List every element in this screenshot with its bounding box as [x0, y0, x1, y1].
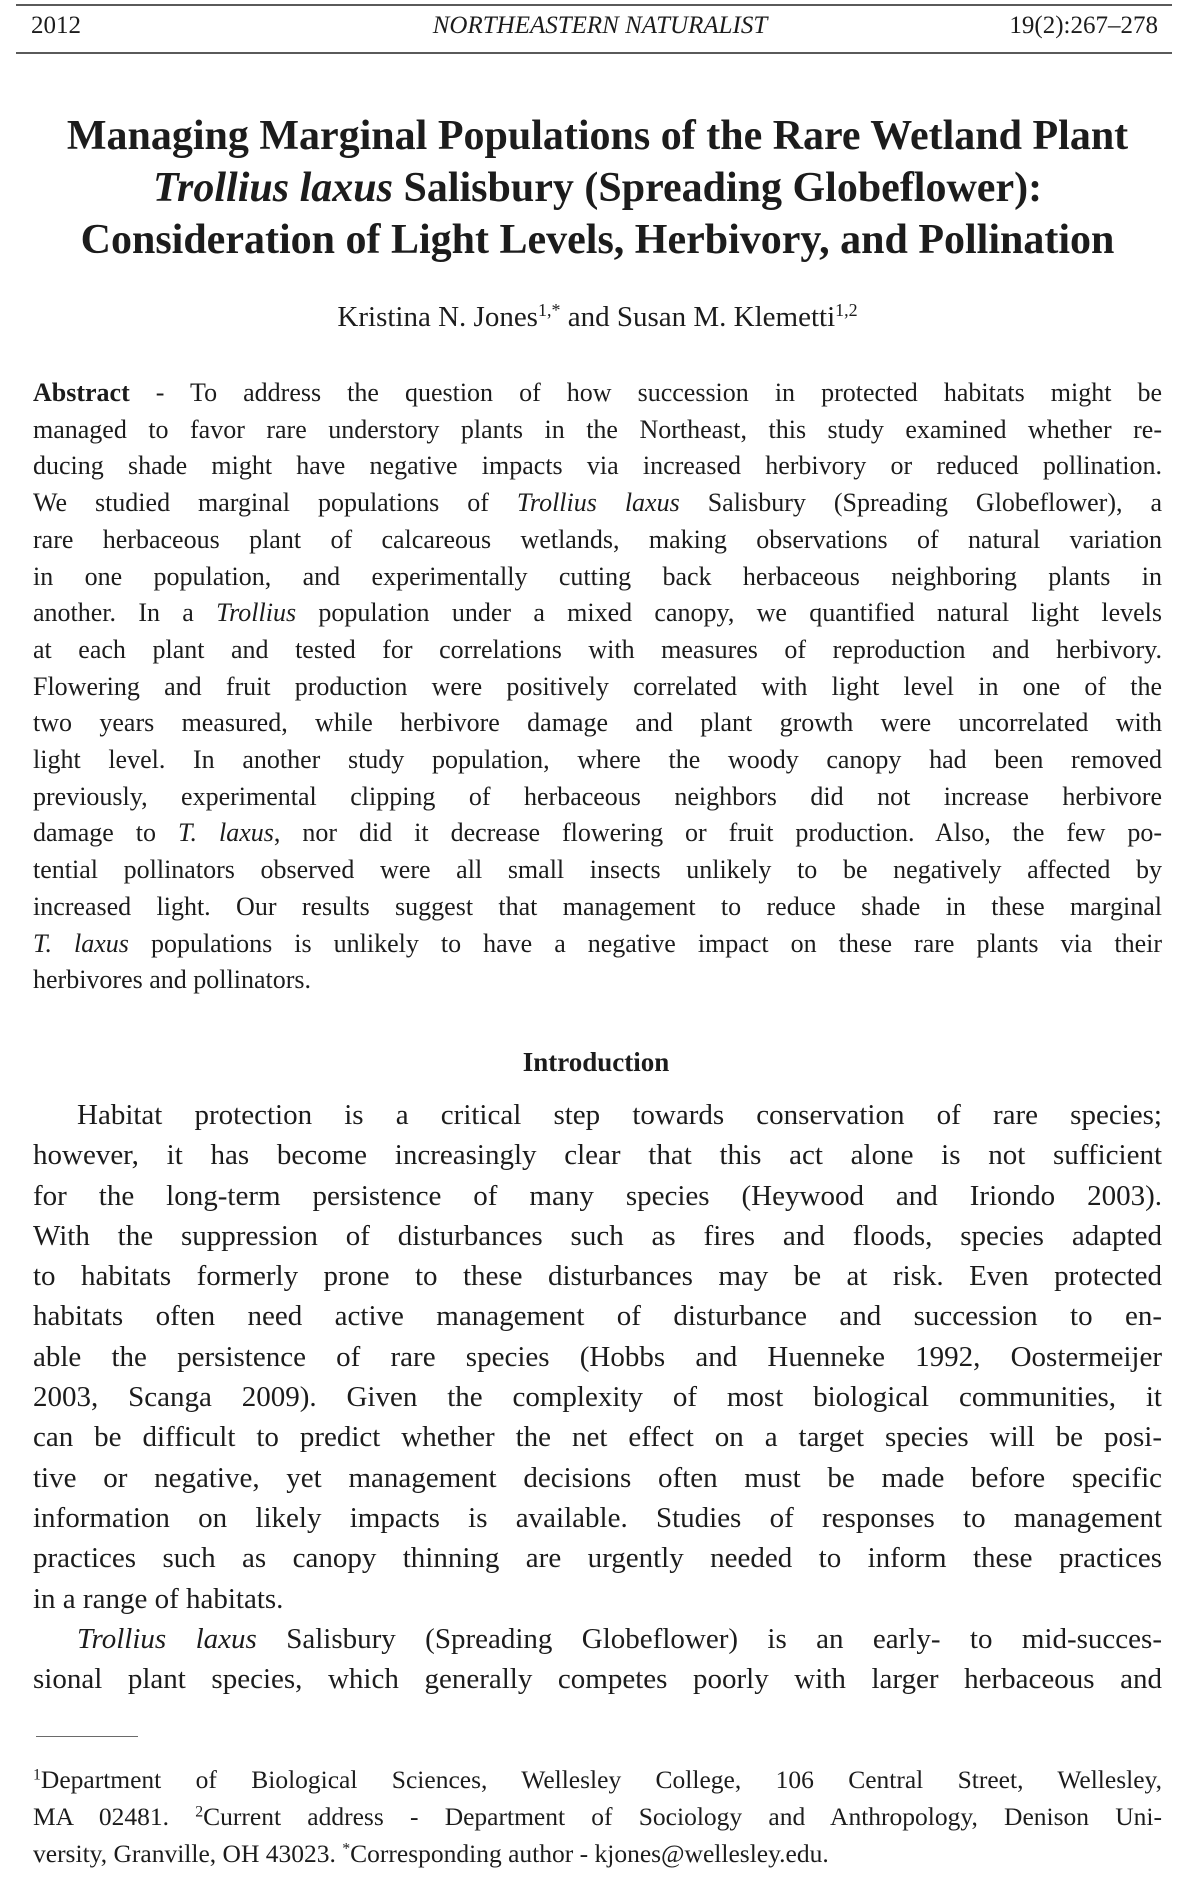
text-run: Department of Biological Sciences, Wellesley College, 106 Central Street, Wellesley, — [40, 1765, 1162, 1794]
footnote-line — [33, 1761, 1162, 1798]
body-line — [33, 1256, 1162, 1296]
text-run: light level. In another study population, where the woody canopy had been removed — [33, 745, 1162, 775]
text-run: information on likely impacts is available. Studies of responses to management — [33, 1501, 1162, 1534]
body-line — [33, 1417, 1162, 1457]
text-run: to habitats formerly prone to these disturbances may be at risk. Even protected — [33, 1260, 1162, 1293]
text-run: - To address the question of how succession in protected habitats might be — [129, 378, 1162, 407]
text-run: ducing shade might have negative impacts via increased herbivory or reduced pollination. — [33, 451, 1162, 481]
italic-text: Trollius laxus — [516, 488, 680, 518]
footnote-marker: 2 — [195, 1803, 204, 1821]
text-run: Flowering and fruit production were positively correlated with light level in one of the — [33, 671, 1162, 701]
text-run: managed to favor rare understory plants in the Northeast, this study examined whether re- — [33, 414, 1162, 444]
introduction-body — [33, 1095, 1162, 1699]
body-line — [33, 1216, 1162, 1256]
abstract-line — [33, 705, 1162, 742]
text-run: With the suppression of disturbances such as fires and floods, species adapted — [33, 1219, 1162, 1252]
abstract-line — [33, 815, 1162, 852]
text-run: in a range of habitats. — [33, 1582, 284, 1615]
author-name: Kristina N. Jones — [337, 301, 538, 333]
abstract-line — [33, 412, 1162, 449]
author-affiliation-marker: 1,* — [537, 300, 561, 321]
body-line — [33, 1498, 1162, 1538]
text-run: tential pollinators observed were all small insects unlikely to be negatively affected by — [33, 855, 1162, 885]
abstract — [33, 375, 1162, 999]
italic-text: Trollius laxus — [77, 1622, 257, 1655]
footnote-marker: * — [342, 1840, 351, 1858]
section-heading-introduction: Introduction — [522, 1047, 670, 1077]
text-run: for the long-term persistence of many species (Heywood and Iriondo 2003). — [33, 1179, 1162, 1212]
abstract-line — [33, 375, 1162, 412]
author-conjunction: and — [560, 301, 617, 333]
text-run: can be difficult to predict whether the net effect on a target species will be posi- — [33, 1421, 1162, 1454]
text-run: increased light. Our results suggest that management to reduce shade in these marginal — [33, 891, 1162, 921]
text-run: two years measured, while herbivore damage and plant growth were uncorrelated with — [33, 708, 1162, 738]
abstract-line — [33, 962, 1162, 999]
text-run: Current address - Department of Sociology and Anthropology, Denison Uni- — [203, 1802, 1163, 1831]
text-run: tive or negative, yet management decisions often must be made before specific — [33, 1461, 1162, 1494]
text-run: damage to — [33, 818, 178, 848]
author-affiliation-marker: 1,2 — [835, 300, 858, 321]
text-run: Salisbury (Spreading Globeflower) is an early- to mid-succes- — [256, 1622, 1162, 1655]
text-run: Salisbury (Spreading Globeflower), a — [679, 488, 1162, 518]
text-run: habitats often need active management of disturbance and succession to en- — [33, 1300, 1162, 1333]
italic-text: Trollius laxus — [152, 165, 393, 211]
text-run: populations is unlikely to have a negative impact on these rare plants via their — [128, 928, 1162, 958]
abstract-line — [33, 889, 1162, 926]
text-run: MA 02481. — [33, 1802, 196, 1831]
title-line — [33, 110, 1162, 162]
text-run: 2003, Scanga 2009). Given the complexity of most biological communities, it — [33, 1381, 1162, 1414]
body-line — [33, 1337, 1162, 1377]
body-line — [33, 1619, 1162, 1659]
text-run: however, it has become increasingly clear that this act alone is not sufficient — [33, 1139, 1162, 1172]
abstract-line — [33, 522, 1162, 559]
text-run: Managing Marginal Populations of the Rare Wetland Plant — [66, 113, 1129, 159]
title-line — [33, 214, 1162, 266]
italic-text: T. laxus — [33, 928, 129, 958]
text-run: Salisbury (Spreading Globeflower): — [392, 165, 1043, 211]
footnotes — [33, 1761, 1162, 1872]
text-run: previously, experimental clipping of herbaceous neighbors did not increase herbivore — [33, 781, 1162, 811]
italic-text: Trollius — [216, 598, 297, 628]
footnote-separator — [36, 1736, 138, 1737]
text-run: herbivores and pollinators. — [33, 965, 311, 995]
title-line — [33, 162, 1162, 214]
bold-label: Abstract — [33, 378, 130, 407]
author-name: Susan M. Klemetti — [616, 301, 836, 333]
abstract-line — [33, 669, 1162, 706]
running-head-bottom-rule — [16, 52, 1172, 54]
abstract-line — [33, 742, 1162, 779]
body-line — [33, 1176, 1162, 1216]
abstract-line — [33, 632, 1162, 669]
abstract-line — [33, 485, 1162, 522]
body-line — [33, 1659, 1162, 1699]
abstract-line — [33, 779, 1162, 816]
body-line — [33, 1579, 1162, 1619]
abstract-line — [33, 448, 1162, 485]
text-run: Consideration of Light Levels, Herbivory, and Pollination — [80, 217, 1115, 263]
text-run: Corresponding author - kjones@wellesley.edu. — [350, 1839, 829, 1868]
abstract-line — [33, 559, 1162, 596]
body-line — [33, 1095, 1162, 1135]
text-run: We studied marginal populations of — [33, 488, 517, 518]
body-line — [33, 1296, 1162, 1336]
running-head-year: 2012 — [31, 12, 81, 39]
italic-text: T. laxus — [178, 818, 274, 848]
running-head-volume-pages: 19(2):267–278 — [1009, 12, 1158, 39]
body-line — [33, 1377, 1162, 1417]
footnote-line — [33, 1798, 1162, 1835]
abstract-line — [33, 595, 1162, 632]
body-line — [33, 1458, 1162, 1498]
text-run: another. In a — [33, 598, 217, 628]
footnote-line — [33, 1835, 1162, 1872]
text-run: rare herbaceous plant of calcareous wetlands, making observations of natural variation — [33, 524, 1162, 554]
footnote-marker: 1 — [33, 1766, 41, 1784]
text-run: population under a mixed canopy, we quantified natural light levels — [296, 598, 1162, 628]
running-head-journal: NORTHEASTERN NATURALIST — [432, 12, 768, 39]
text-run: practices such as canopy thinning are urgently needed to inform these practices — [33, 1542, 1162, 1575]
text-run: versity, Granville, OH 43023. — [33, 1839, 343, 1868]
running-head-top-rule — [16, 4, 1172, 6]
abstract-line — [33, 926, 1162, 963]
text-run: at each plant and tested for correlations with measures of reproduction and herbivory. — [33, 634, 1162, 664]
text-run: sional plant species, which generally competes poorly with larger herbaceous and — [33, 1663, 1162, 1696]
abstract-line — [33, 852, 1162, 889]
text-run: in one population, and experimentally cutting back herbaceous neighboring plants in — [33, 561, 1162, 591]
article-title — [33, 110, 1162, 266]
body-line — [33, 1538, 1162, 1578]
author-line — [33, 299, 1162, 335]
text-run: Habitat protection is a critical step towards conservation of rare species; — [77, 1099, 1162, 1131]
body-line — [33, 1135, 1162, 1175]
text-run: able the persistence of rare species (Hobbs and Huenneke 1992, Oostermeijer — [33, 1340, 1162, 1373]
text-run: , nor did it decrease flowering or fruit production. Also, the few po- — [273, 818, 1162, 848]
